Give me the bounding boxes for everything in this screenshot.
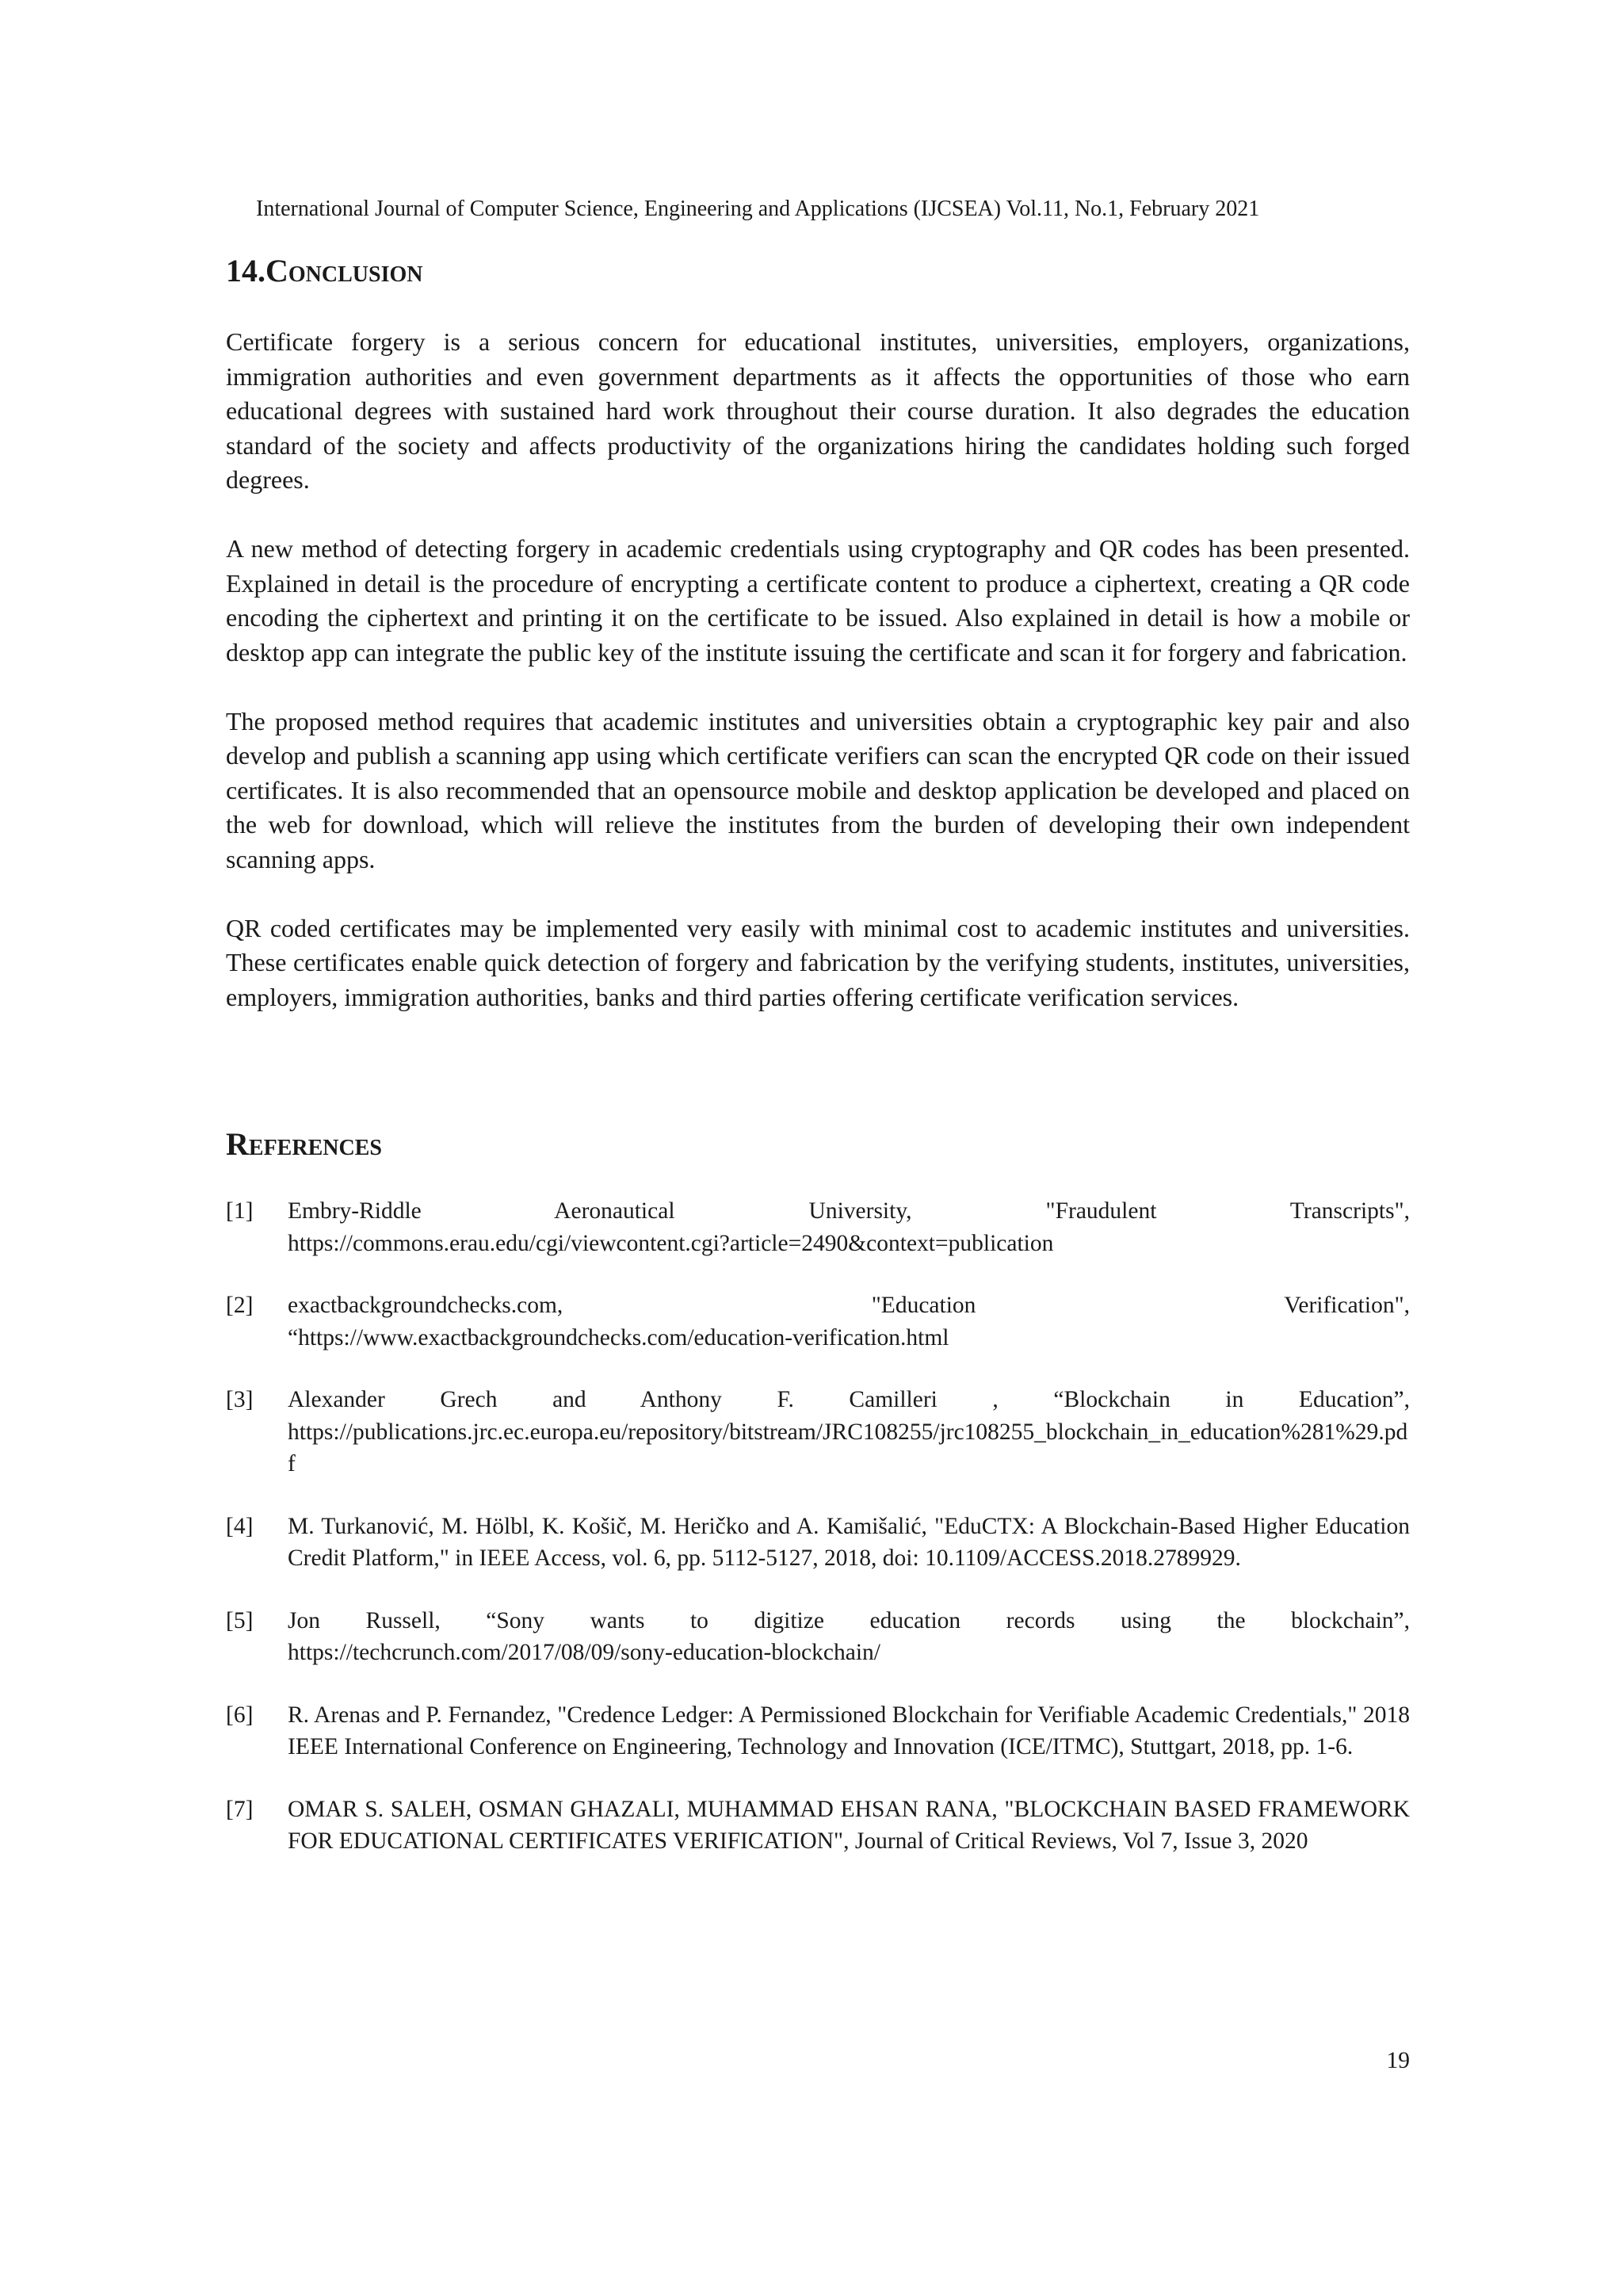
conclusion-body: [226, 325, 1410, 1049]
section-title: Conclusion: [265, 253, 423, 288]
reference-line: Alexander Grech and Anthony F. Camilleri , “Blockchain in Education”,: [288, 1387, 1410, 1412]
reference-list: [226, 1195, 1410, 1888]
reference-item: [226, 1289, 1410, 1354]
reference-number: [7]: [226, 1796, 254, 1822]
section-number: 14.: [226, 253, 265, 288]
page-number: 19: [1386, 2048, 1410, 2073]
paragraph: A new method of detecting forgery in academic credentials using cryptography and QR codes has been presented. Explained in detail is the procedure of encrypting a certificate content to produce a ciphertext, creating a QR code encoding the ciphertext and printing it on the certificate to be issued. Also explained in detail is how a mobile or desktop app can integrate the public key of the institute issuing the certificate and scan it for forgery and fabrication.: [226, 534, 1410, 667]
paper-page: [226, 0, 1410, 2296]
section-title: References: [226, 1126, 382, 1162]
reference-number: [1]: [226, 1198, 254, 1224]
section-heading-references: [226, 1125, 382, 1163]
running-header: International Journal of Computer Science, Engineering and Applications (IJCSEA) Vol.11, No.1, February 2021: [256, 197, 1260, 221]
reference-line: Embry-Riddle Aeronautical University, "Fraudulent Transcripts",: [288, 1198, 1410, 1224]
reference-url[interactable]: “https://www.exactbackgroundchecks.com/education-verification.html: [288, 1324, 949, 1350]
reference-url[interactable]: https://commons.erau.edu/cgi/viewcontent.cgi?article=2490&context=publication: [288, 1230, 1054, 1256]
reference-number: [4]: [226, 1513, 254, 1539]
reference-line: exactbackgroundchecks.com, "Education Verification",: [288, 1293, 1410, 1318]
reference-text: M. Turkanović, M. Hölbl, K. Košič, M. Heričko and A. Kamišalić, "EduCTX: A Blockchain-Based Higher Education Credit Platform," in IEEE Access, vol. 6, pp. 5112-5127, 2018, doi: 10.1109/ACCESS.2018.2789929.: [288, 1513, 1410, 1571]
reference-line: Jon Russell, “Sony wants to digitize education records using the blockchain”,: [288, 1607, 1410, 1633]
reference-number: [6]: [226, 1702, 254, 1728]
reference-item: [226, 1511, 1410, 1575]
paragraph: The proposed method requires that academic institutes and universities obtain a cryptographic key pair and also develop and publish a scanning app using which certificate verifiers can scan the encrypted QR code on their issued certificates. It is also recommended that an opensource mobile and desktop application be developed and placed on the web for download, which will relieve the institutes from the burden of developing their own independent scanning apps.: [226, 706, 1410, 873]
reference-number: [5]: [226, 1607, 254, 1633]
reference-item: [226, 1195, 1410, 1259]
reference-number: [2]: [226, 1293, 254, 1318]
paragraph: Certificate forgery is a serious concern for educational institutes, universities, employers, organizations, immigration authorities and even government departments as it affects the opportunities of those who earn educational degrees with sustained hard work throughout their course duration. It also degrades the education standard of the society and affects productivity of the organizations hiring the candidates holding such forged degrees.: [226, 327, 1410, 494]
reference-url[interactable]: https://publications.jrc.ec.europa.eu/repository/bitstream/JRC108255/jrc108255_blockchain_in_education%281%29.pdf: [288, 1419, 1408, 1477]
reference-item: [226, 1699, 1410, 1763]
reference-number: [3]: [226, 1387, 254, 1412]
reference-item: [226, 1384, 1410, 1480]
reference-text: R. Arenas and P. Fernandez, "Credence Ledger: A Permissioned Blockchain for Verifiable Academic Credentials," 2018 IEEE International Conference on Engineering, Technology and Innovation (ICE/ITMC), Stuttgart, 2018, pp. 1-6.: [288, 1702, 1410, 1759]
section-heading-conclusion: [226, 252, 422, 290]
paragraph: QR coded certificates may be implemented very easily with minimal cost to academic institutes and universities. These certificates enable quick detection of forgery and fabrication by the verifying students, institutes, universities, employers, immigration authorities, banks and third parties offering certificate verification services.: [226, 913, 1410, 1011]
reference-url[interactable]: https://techcrunch.com/2017/08/09/sony-education-blockchain/: [288, 1640, 880, 1665]
reference-item: [226, 1605, 1410, 1669]
reference-text: OMAR S. SALEH, OSMAN GHAZALI, MUHAMMAD EHSAN RANA, "BLOCKCHAIN BASED FRAMEWORK FOR EDUCATIONAL CERTIFICATES VERIFICATION", Journal of Critical Reviews, Vol 7, Issue 3, 2020: [288, 1796, 1410, 1854]
reference-item: [226, 1794, 1410, 1858]
